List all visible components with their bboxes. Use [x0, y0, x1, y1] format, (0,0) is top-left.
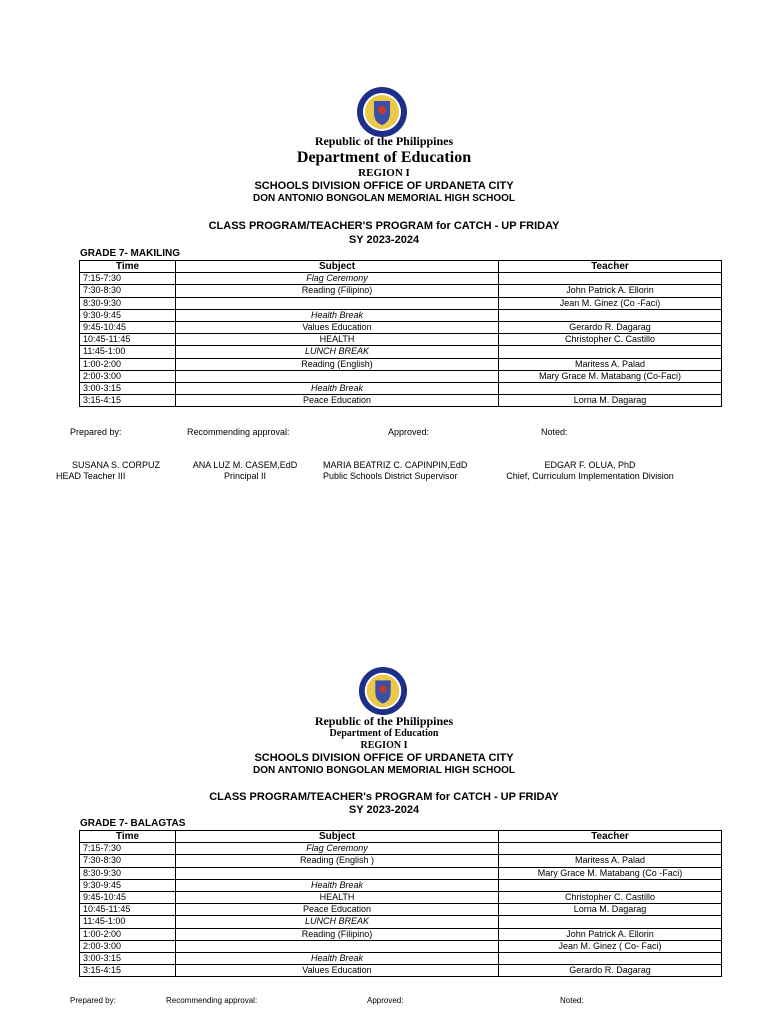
subject-cell: Peace Education [176, 904, 499, 916]
schedule-table [79, 830, 722, 977]
subject-cell: Values Education [176, 321, 499, 333]
prepared-title: HEAD Teacher III [56, 471, 126, 481]
column-header-subject: Subject [176, 831, 499, 843]
column-header-time: Time [80, 261, 176, 273]
time-cell: 9:45-10:45 [80, 321, 176, 333]
prepared-by-label: Prepared by: [70, 996, 116, 1005]
subject-cell [176, 297, 499, 309]
table-row [80, 879, 722, 891]
recommending-label: Recommending approval: [166, 996, 258, 1005]
republic-text: Republic of the Philippines [314, 134, 454, 148]
time-cell: 7:15-7:30 [80, 273, 176, 285]
teacher-cell: Maritess A. Palad [499, 855, 722, 867]
subject-cell: HEALTH [176, 334, 499, 346]
subject-cell [176, 370, 499, 382]
column-header-teacher: Teacher [499, 831, 722, 843]
approved-label: Approved: [388, 427, 430, 437]
teacher-cell: Jean M. Ginez (Co -Faci) [499, 297, 722, 309]
approved-label: Approved: [367, 996, 404, 1005]
table-row [80, 395, 722, 407]
teacher-cell [499, 382, 722, 394]
noted-name: EDGAR F. OLUA, PhD [544, 460, 636, 470]
division-text: SCHOOLS DIVISION OFFICE OF URDANETA CITY [254, 752, 514, 764]
subject-cell: Flag Ceremony [176, 273, 499, 285]
column-header-time: Time [80, 831, 176, 843]
time-cell: 9:30-9:45 [80, 309, 176, 321]
subject-cell: Health Break [176, 879, 499, 891]
table-row [80, 321, 722, 333]
time-cell: 3:00-3:15 [80, 952, 176, 964]
subject-cell: Reading (English) [176, 358, 499, 370]
schedule-table [79, 260, 722, 407]
table-row [80, 891, 722, 903]
time-cell: 2:00-3:00 [80, 370, 176, 382]
teacher-cell [499, 952, 722, 964]
table-row [80, 928, 722, 940]
time-cell: 3:15-4:15 [80, 395, 176, 407]
department-title: Department of Education [296, 149, 472, 166]
table-row [80, 916, 722, 928]
time-cell: 10:45-11:45 [80, 904, 176, 916]
region-text: REGION I [360, 740, 408, 751]
teacher-cell: Christopher C. Castillo [499, 334, 722, 346]
column-header-teacher: Teacher [499, 261, 722, 273]
subject-cell: Reading (Filipino) [176, 928, 499, 940]
time-cell: 1:00-2:00 [80, 358, 176, 370]
prepared-by-label: Prepared by: [70, 427, 122, 437]
division-text: SCHOOLS DIVISION OFFICE OF URDANETA CITY [254, 180, 514, 192]
table-row [80, 358, 722, 370]
school-text: DON ANTONIO BONGOLAN MEMORIAL HIGH SCHOOL [252, 765, 516, 776]
table-row [80, 952, 722, 964]
recommending-label: Recommending approval: [187, 427, 290, 437]
table-row [80, 346, 722, 358]
subject-cell: Reading (English ) [176, 855, 499, 867]
noted-label: Noted: [541, 427, 568, 437]
section-title: GRADE 7- BALAGTAS [80, 818, 186, 829]
column-header-subject: Subject [176, 261, 499, 273]
time-cell: 3:00-3:15 [80, 382, 176, 394]
teacher-cell: Jean M. Ginez ( Co- Faci) [499, 940, 722, 952]
time-cell: 7:30-8:30 [80, 285, 176, 297]
time-cell: 3:15-4:15 [80, 965, 176, 977]
approved-title: Public Schools District Supervisor [323, 471, 458, 481]
teacher-cell: John Patrick A. Ellorin [499, 285, 722, 297]
table-row [80, 904, 722, 916]
table-row [80, 843, 722, 855]
teacher-cell [499, 879, 722, 891]
approved-name: MARIA BEATRIZ C. CAPINPIN,EdD [323, 460, 468, 470]
table-row [80, 855, 722, 867]
time-cell: 11:45-1:00 [80, 346, 176, 358]
table-row [80, 940, 722, 952]
teacher-cell [499, 346, 722, 358]
noted-title: Chief, Curriculum Implementation Division [506, 471, 674, 481]
time-cell: 1:00-2:00 [80, 928, 176, 940]
deped-seal-2 [358, 666, 408, 716]
table-header-row [80, 261, 722, 273]
subject-cell: Health Break [176, 952, 499, 964]
subject-cell: LUNCH BREAK [176, 346, 499, 358]
recommending-title: Principal II [223, 471, 267, 481]
table-row [80, 965, 722, 977]
time-cell: 8:30-9:30 [80, 297, 176, 309]
subject-cell: Health Break [176, 309, 499, 321]
table-row [80, 297, 722, 309]
table-row [80, 867, 722, 879]
table-row [80, 309, 722, 321]
table-row [80, 370, 722, 382]
time-cell: 11:45-1:00 [80, 916, 176, 928]
teacher-cell [499, 273, 722, 285]
table-row [80, 334, 722, 346]
table-row [80, 382, 722, 394]
region-text: REGION I [358, 167, 410, 179]
time-cell: 2:00-3:00 [80, 940, 176, 952]
subject-cell: Values Education [176, 965, 499, 977]
table-row [80, 285, 722, 297]
subject-cell: Health Break [176, 382, 499, 394]
teacher-cell: Gerardo R. Dagarag [499, 321, 722, 333]
table-header-row [80, 831, 722, 843]
section-title: GRADE 7- MAKILING [80, 248, 180, 259]
table-row [80, 273, 722, 285]
time-cell: 10:45-11:45 [80, 334, 176, 346]
republic-text: Republic of the Philippines [314, 714, 454, 728]
school-text: DON ANTONIO BONGOLAN MEMORIAL HIGH SCHOOL [252, 193, 516, 204]
subject-cell: LUNCH BREAK [176, 916, 499, 928]
department-title: Department of Education [329, 728, 439, 739]
teacher-cell [499, 843, 722, 855]
teacher-cell: John Patrick A. Ellorin [499, 928, 722, 940]
teacher-cell: Gerardo R. Dagarag [499, 965, 722, 977]
subject-cell: Flag Ceremony [176, 843, 499, 855]
program-title: CLASS PROGRAM/TEACHER's PROGRAM for CATCH - UP FRIDAY [209, 791, 559, 803]
teacher-cell: Mary Grace M. Matabang (Co-Faci) [499, 370, 722, 382]
teacher-cell [499, 309, 722, 321]
recommending-name: ANA LUZ M. CASEM,EdD [192, 460, 298, 470]
deped-seal-1 [356, 86, 408, 138]
subject-cell: Reading (Filipino) [176, 285, 499, 297]
teacher-cell: Maritess A. Palad [499, 358, 722, 370]
teacher-cell [499, 916, 722, 928]
teacher-cell: Christopher C. Castillo [499, 891, 722, 903]
teacher-cell: Lorna M. Dagarag [499, 904, 722, 916]
noted-label: Noted: [560, 996, 584, 1005]
program-title: CLASS PROGRAM/TEACHER'S PROGRAM for CATCH - UP FRIDAY [208, 220, 560, 232]
subject-cell: HEALTH [176, 891, 499, 903]
subject-cell [176, 940, 499, 952]
time-cell: 7:30-8:30 [80, 855, 176, 867]
time-cell: 9:30-9:45 [80, 879, 176, 891]
subject-cell [176, 867, 499, 879]
prepared-name: SUSANA S. CORPUZ [72, 460, 161, 470]
school-year: SY 2023-2024 [348, 804, 420, 816]
time-cell: 8:30-9:30 [80, 867, 176, 879]
teacher-cell: Lorna M. Dagarag [499, 395, 722, 407]
time-cell: 7:15-7:30 [80, 843, 176, 855]
teacher-cell: Mary Grace M. Matabang (Co -Faci) [499, 867, 722, 879]
time-cell: 9:45-10:45 [80, 891, 176, 903]
subject-cell: Peace Education [176, 395, 499, 407]
school-year: SY 2023-2024 [348, 234, 420, 246]
